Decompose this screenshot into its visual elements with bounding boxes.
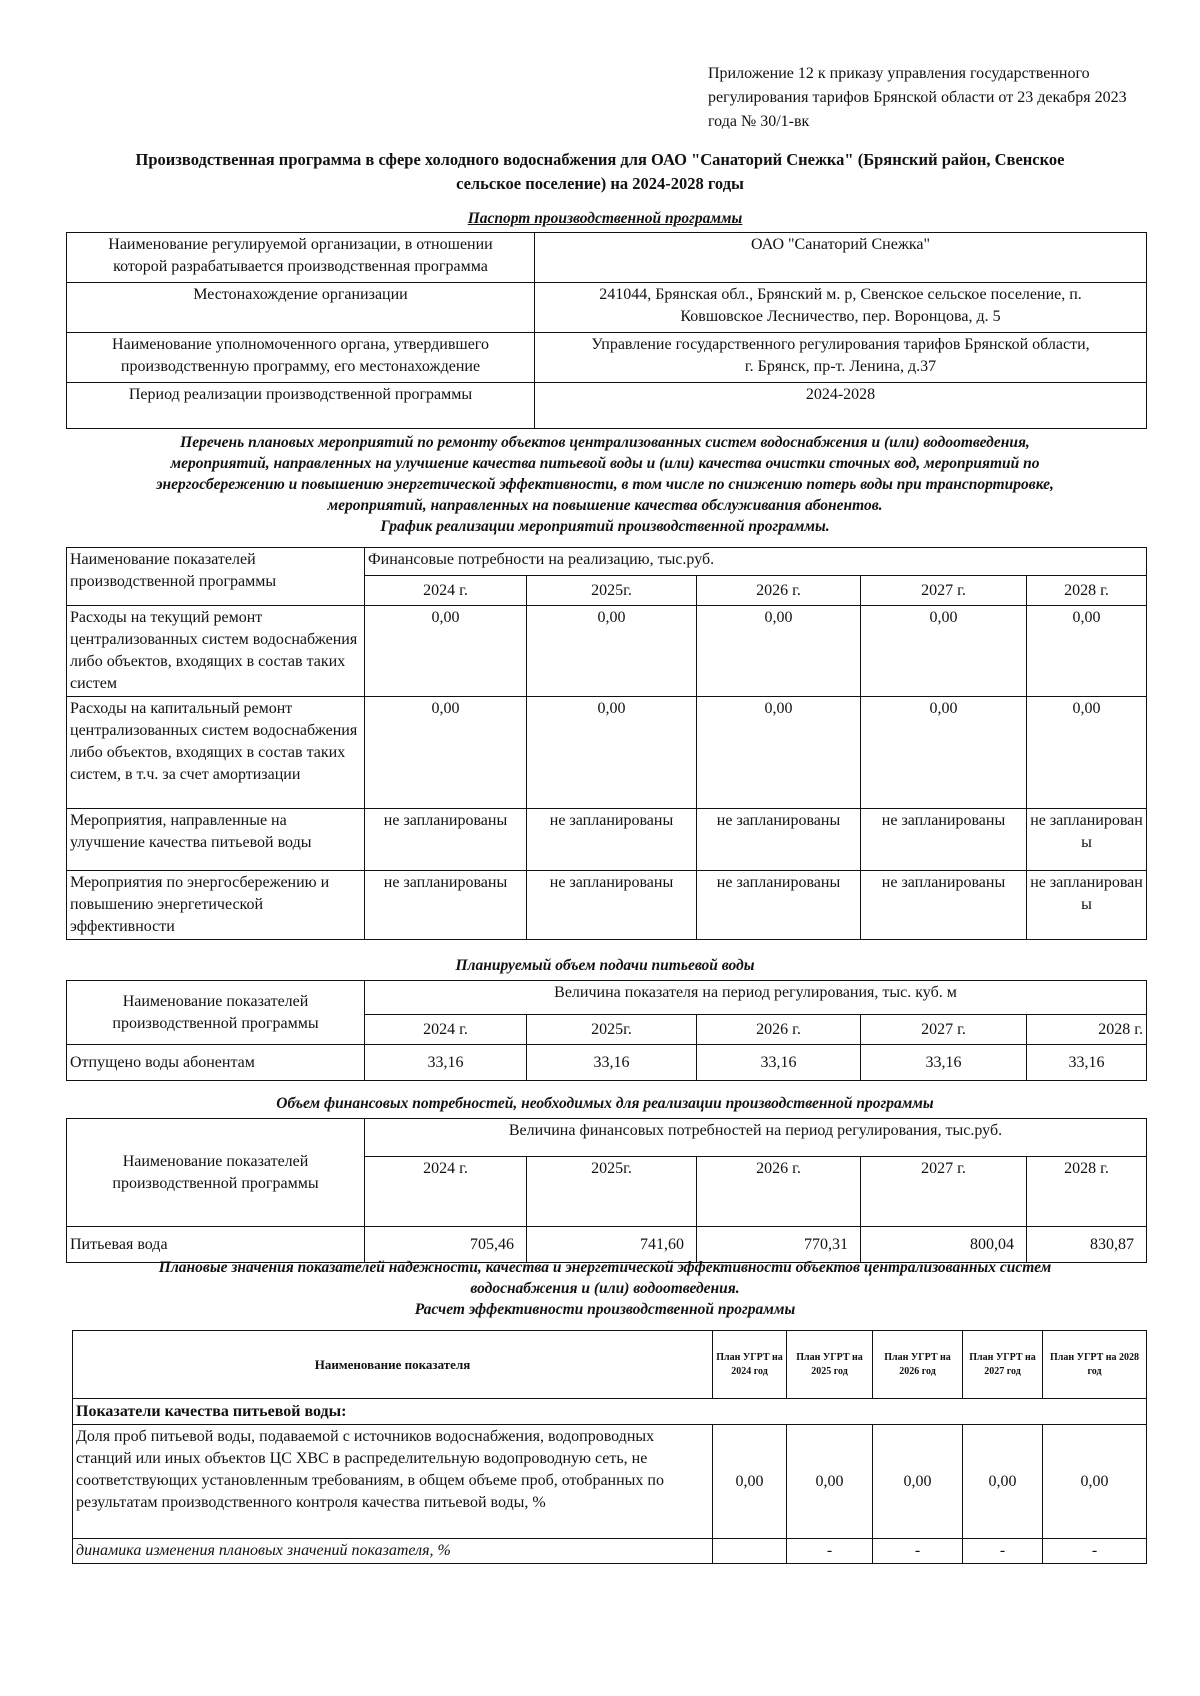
passport-table <box>66 232 1147 429</box>
measure-value: не запланированы <box>697 871 861 940</box>
measures-row <box>67 871 1147 940</box>
title-line-2: сельское поселение) на 2024-2028 годы <box>456 174 744 193</box>
value-line: Ковшовское Лесничество, пер. Воронцова, д. 5 <box>680 308 1001 325</box>
measures-row <box>67 809 1147 871</box>
measures-row <box>67 697 1147 809</box>
measures-heading <box>60 432 1150 537</box>
passport-value <box>535 233 1147 283</box>
passport-caption: Паспорт производственной программы <box>467 210 743 227</box>
finance-value: 770,31 <box>697 1227 861 1263</box>
year-header: 2025г. <box>527 1157 697 1227</box>
measure-value: 0,00 <box>697 606 861 697</box>
measure-value: 0,00 <box>1027 606 1147 697</box>
label-line: которой разрабатывается производственная программа <box>113 258 488 275</box>
measure-value: 0,00 <box>697 697 861 809</box>
efficiency-dyn-row <box>73 1539 1147 1564</box>
year-header: 2026 г. <box>697 576 861 606</box>
volume-value: 33,16 <box>1027 1045 1147 1081</box>
efficiency-value: 0,00 <box>873 1425 963 1539</box>
measure-value: 0,00 <box>365 697 527 809</box>
efficiency-table <box>72 1330 1147 1564</box>
year-header: 2028 г. <box>1027 576 1147 606</box>
volume-row <box>67 1045 1147 1081</box>
volume-group-header: Величина показателя на период регулирования, тыс. куб. м <box>365 981 1147 1015</box>
measures-row <box>67 606 1147 697</box>
passport-row <box>67 333 1147 383</box>
finance-value: 705,46 <box>365 1227 527 1263</box>
measure-name: Расходы на капитальный ремонт централизованных систем водоснабжения либо объектов, входящих в состав таких систем, в т.ч. за счет амортизации <box>67 697 365 809</box>
plan-header: План УГРТ на 2028 год <box>1043 1331 1147 1399</box>
measure-value: не запланированы <box>527 871 697 940</box>
measure-name: Мероприятия по энергосбережению и повышению энергетической эффективности <box>67 871 365 940</box>
year-header: 2028 г. <box>1027 1015 1147 1045</box>
measure-value: 0,00 <box>861 697 1027 809</box>
efficiency-heading-line: водоснабжения и (или) водоотведения. <box>470 1280 740 1297</box>
efficiency-dyn-value: - <box>787 1539 873 1564</box>
passport-label <box>67 333 535 383</box>
passport-label <box>67 233 535 283</box>
volume-value: 33,16 <box>527 1045 697 1081</box>
passport-value <box>535 383 1147 429</box>
year-header: 2026 г. <box>697 1157 861 1227</box>
value-line: 241044, Брянская обл., Брянский м. р, Свенское сельское поселение, п. <box>599 286 1082 303</box>
efficiency-header-row <box>73 1331 1147 1399</box>
efficiency-section: Показатели качества питьевой воды: <box>73 1399 1147 1425</box>
year-header: 2025г. <box>527 1015 697 1045</box>
measure-value: 0,00 <box>527 606 697 697</box>
label-line: Наименование регулируемой организации, в отношении <box>108 236 493 253</box>
plan-header: План УГРТ на 2025 год <box>787 1331 873 1399</box>
year-header: 2027 г. <box>861 1015 1027 1045</box>
label-line: производственную программу, его местонахождение <box>120 358 481 375</box>
passport-row <box>67 383 1147 429</box>
measure-value: не запланированы <box>861 809 1027 871</box>
value-line: Управление государственного регулирования тарифов Брянской области, <box>591 336 1090 353</box>
volume-name: Отпущено воды абонентам <box>67 1045 365 1081</box>
measure-value: не запланированы <box>861 871 1027 940</box>
year-header: 2028 г. <box>1027 1157 1147 1227</box>
efficiency-heading-line: Плановые значения показателей надежности, качества и энергетической эффективности объектов централизованных систем <box>158 1259 1052 1276</box>
efficiency-heading <box>60 1257 1150 1320</box>
finance-group-header: Величина финансовых потребностей на период регулирования, тыс.руб. <box>365 1119 1147 1157</box>
efficiency-dyn-value: - <box>873 1539 963 1564</box>
volume-col-header: Наименование показателей производственной программы <box>67 981 365 1045</box>
measure-name: Расходы на текущий ремонт централизованных систем водоснабжения либо объектов, входящих в состав таких систем <box>67 606 365 697</box>
efficiency-col-header: Наименование показателя <box>73 1331 713 1399</box>
value-line: 2024-2028 <box>805 386 876 403</box>
efficiency-value: 0,00 <box>963 1425 1043 1539</box>
passport-value <box>535 333 1147 383</box>
volume-caption: Планируемый объем подачи питьевой воды <box>455 957 755 974</box>
efficiency-value: 0,00 <box>713 1425 787 1539</box>
efficiency-dyn-name: динамика изменения плановых значений показателя, % <box>73 1539 713 1564</box>
measures-caption: График реализации мероприятий производственной программы. <box>380 518 830 535</box>
finance-name: Питьевая вода <box>67 1227 365 1263</box>
measure-value: не запланированы <box>697 809 861 871</box>
label-line: Местонахождение организации <box>193 286 408 303</box>
year-header: 2025г. <box>527 576 697 606</box>
volume-value: 33,16 <box>861 1045 1027 1081</box>
title-line-1: Производственная программа в сфере холодного водоснабжения для ОАО "Санаторий Снежка" (Брянский район, Свенское <box>135 150 1065 169</box>
annex-text: Приложение 12 к приказу управления государственного регулирования тарифов Брянской области от 23 декабря 2023 года № 30/1-вк <box>708 65 1127 130</box>
finance-value: 800,04 <box>861 1227 1027 1263</box>
efficiency-row <box>73 1425 1147 1539</box>
finance-value: 830,87 <box>1027 1227 1147 1263</box>
plan-header: План УГРТ на 2024 год <box>713 1331 787 1399</box>
passport-label <box>67 283 535 333</box>
passport-row <box>67 233 1147 283</box>
efficiency-dyn-value <box>713 1539 787 1564</box>
measure-value: 0,00 <box>527 697 697 809</box>
efficiency-dyn-value: - <box>1043 1539 1147 1564</box>
finance-value: 741,60 <box>527 1227 697 1263</box>
label-line: Период реализации производственной программы <box>128 386 473 403</box>
volume-value: 33,16 <box>365 1045 527 1081</box>
measure-value: не запланированы <box>1027 809 1147 871</box>
year-header: 2026 г. <box>697 1015 861 1045</box>
year-header: 2024 г. <box>365 1157 527 1227</box>
efficiency-caption: Расчет эффективности производственной программы <box>414 1301 796 1318</box>
measure-name: Мероприятия, направленные на улучшение качества питьевой воды <box>67 809 365 871</box>
passport-label <box>67 383 535 429</box>
efficiency-dyn-value: - <box>963 1539 1043 1564</box>
efficiency-name: Доля проб питьевой воды, подаваемой с источников водоснабжения, водопроводных станций или иных объектов ЦС ХВС в распределительную водопроводную сеть, не соответствующих установленным требованиям, в общем объеме проб, отобранных по результатам производственного контроля качества питьевой воды, % <box>73 1425 713 1539</box>
efficiency-value: 0,00 <box>1043 1425 1147 1539</box>
year-header: 2024 г. <box>365 576 527 606</box>
measure-value: 0,00 <box>861 606 1027 697</box>
volume-value: 33,16 <box>697 1045 861 1081</box>
measures-heading-line: Перечень плановых мероприятий по ремонту объектов централизованных систем водоснабжения и (или) водоотведения, <box>180 434 1030 451</box>
measures-heading-line: мероприятий, направленных на повышение качества обслуживания абонентов. <box>327 497 883 514</box>
volume-table <box>66 980 1147 1081</box>
measure-value: не запланированы <box>1027 871 1147 940</box>
label-line: Наименование уполномоченного органа, утвердившего <box>112 336 489 353</box>
plan-header: План УГРТ на 2027 год <box>963 1331 1043 1399</box>
measure-value: не запланированы <box>365 871 527 940</box>
plan-header: План УГРТ на 2026 год <box>873 1331 963 1399</box>
finance-caption: Объем финансовых потребностей, необходимых для реализации производственной программы <box>276 1095 934 1112</box>
measure-value: не запланированы <box>527 809 697 871</box>
passport-value <box>535 283 1147 333</box>
document-title <box>80 148 1120 196</box>
finance-table <box>66 1118 1147 1263</box>
measure-value: 0,00 <box>365 606 527 697</box>
measures-group-header: Финансовые потребности на реализацию, тыс.руб. <box>365 548 1147 576</box>
passport-row <box>67 283 1147 333</box>
measure-value: не запланированы <box>365 809 527 871</box>
finance-col-header: Наименование показателей производственной программы <box>67 1119 365 1227</box>
measures-heading-line: мероприятий, направленных на улучшение качества питьевой воды и (или) качества очистки сточных вод, мероприятий по <box>170 455 1040 472</box>
measures-col-header: Наименование показателей производственной программы <box>67 548 365 606</box>
measures-table <box>66 547 1147 940</box>
measures-heading-line: энергосбережению и повышению энергетической эффективности, в том числе по снижению потерь воды при транспортировке, <box>156 476 1054 493</box>
efficiency-value: 0,00 <box>787 1425 873 1539</box>
measure-value: 0,00 <box>1027 697 1147 809</box>
year-header: 2024 г. <box>365 1015 527 1045</box>
efficiency-section-row <box>73 1399 1147 1425</box>
year-header: 2027 г. <box>861 1157 1027 1227</box>
value-line: ОАО "Санаторий Снежка" <box>750 236 931 253</box>
value-line: г. Брянск, пр-т. Ленина, д.37 <box>744 358 937 375</box>
year-header: 2027 г. <box>861 576 1027 606</box>
